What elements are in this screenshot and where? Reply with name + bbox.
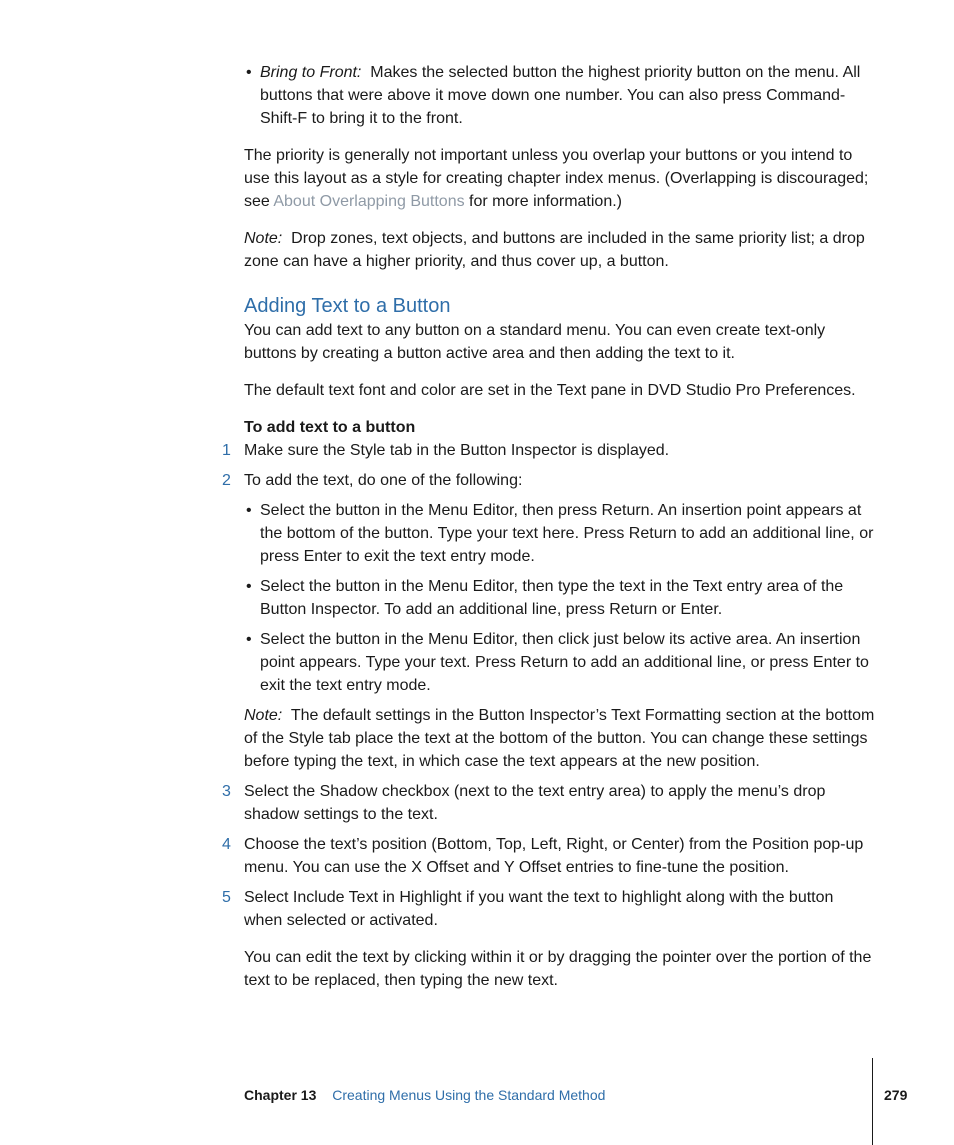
- step2-bullet-3: [244, 628, 876, 697]
- step2-bullet-2: [244, 575, 876, 621]
- section-paragraph-1: You can add text to any button on a standard menu. You can even create text-only buttons by creating a button active area and then adding the text to it.: [244, 322, 826, 362]
- bullet-dot: •: [246, 631, 252, 648]
- step-number: 4: [222, 836, 231, 853]
- step-4: [222, 833, 876, 879]
- note-text: The default settings in the Button Inspector’s Text Formatting section at the bottom of the Style tab place the text at the bottom of the button. You can change these settings before typing the text, in which case the text appears at the new position.: [244, 707, 875, 770]
- bullet-dot: •: [246, 502, 252, 519]
- step-text: Choose the text’s position (Bottom, Top, Left, Right, or Center) from the Position pop-up menu. You can use the X Offset and Y Offset entries to fine-tune the position.: [244, 836, 864, 876]
- step-5: [222, 886, 876, 932]
- note-label: Note:: [244, 707, 283, 724]
- section-paragraph-2: The default text font and color are set in the Text pane in DVD Studio Pro Preferences.: [244, 382, 856, 399]
- page-content: [222, 61, 876, 992]
- priority-text-before: The priority is generally not important unless you overlap your buttons or you intend to use this layout as a style for creating chapter index menus. (Overlapping is discouraged; see: [244, 147, 869, 210]
- step-text: Select the Shadow checkbox (next to the text entry area) to apply the menu’s drop shadow settings to the text.: [244, 783, 826, 823]
- bullet-dot: •: [246, 578, 252, 595]
- bullet-text: Select the button in the Menu Editor, then press Return. An insertion point appears at the bottom of the button. Type your text here. Press Return to add an additional line, or press Enter to exit the text entry mode.: [260, 502, 874, 565]
- page-footer: [244, 1086, 605, 1104]
- step-3: [222, 780, 876, 826]
- bullet-dot: •: [246, 64, 252, 81]
- note-default-settings: [244, 704, 876, 773]
- procedure-title: To add text to a button: [244, 419, 416, 436]
- chapter-label: Chapter 13: [244, 1087, 317, 1103]
- bullet-text: Select the button in the Menu Editor, then click just below its active area. An insertion point appears. Type your text. Press Return to add an additional line, or press Enter to exit the text entry mode.: [260, 631, 869, 694]
- step-number: 5: [222, 889, 231, 906]
- step-text: Select Include Text in Highlight if you want the text to highlight along with the button when selected or activated.: [244, 889, 834, 929]
- note-label: Note:: [244, 230, 283, 247]
- step-number: 1: [222, 442, 231, 459]
- step-number: 2: [222, 472, 231, 489]
- step-text: Make sure the Style tab in the Button Inspector is displayed.: [244, 442, 670, 459]
- bullet-lead: Bring to Front:: [260, 64, 362, 81]
- chapter-title-link[interactable]: Creating Menus Using the Standard Method: [332, 1087, 606, 1103]
- step-number: 3: [222, 783, 231, 800]
- step-text: To add the text, do one of the following:: [244, 472, 523, 489]
- note-priority: [244, 227, 876, 273]
- section-heading: Adding Text to a Button: [244, 295, 451, 317]
- bullet-text: Makes the selected button the highest priority button on the menu. All buttons that were above it move down one number. You can also press Command-Shift-F to bring it to the front.: [260, 64, 861, 127]
- overlapping-buttons-link[interactable]: About Overlapping Buttons: [273, 193, 465, 210]
- priority-text-after: for more information.): [469, 193, 622, 210]
- step2-bullet-1: [244, 499, 876, 568]
- page-number: 279: [884, 1087, 908, 1103]
- bullet-text: Select the button in the Menu Editor, then type the text in the Text entry area of the Button Inspector. To add an additional line, press Return or Enter.: [260, 578, 844, 618]
- priority-paragraph: [244, 144, 876, 213]
- note-text: Drop zones, text objects, and buttons are included in the same priority list; a drop zone can have a higher priority, and thus cover up, a button.: [244, 230, 865, 270]
- step-2: [222, 469, 876, 492]
- footer-divider: [872, 1058, 873, 1145]
- closing-paragraph: You can edit the text by clicking within it or by dragging the pointer over the portion of the text to be replaced, then typing the new text.: [244, 949, 872, 989]
- bring-to-front-bullet: [244, 61, 876, 130]
- step-1: [222, 439, 876, 462]
